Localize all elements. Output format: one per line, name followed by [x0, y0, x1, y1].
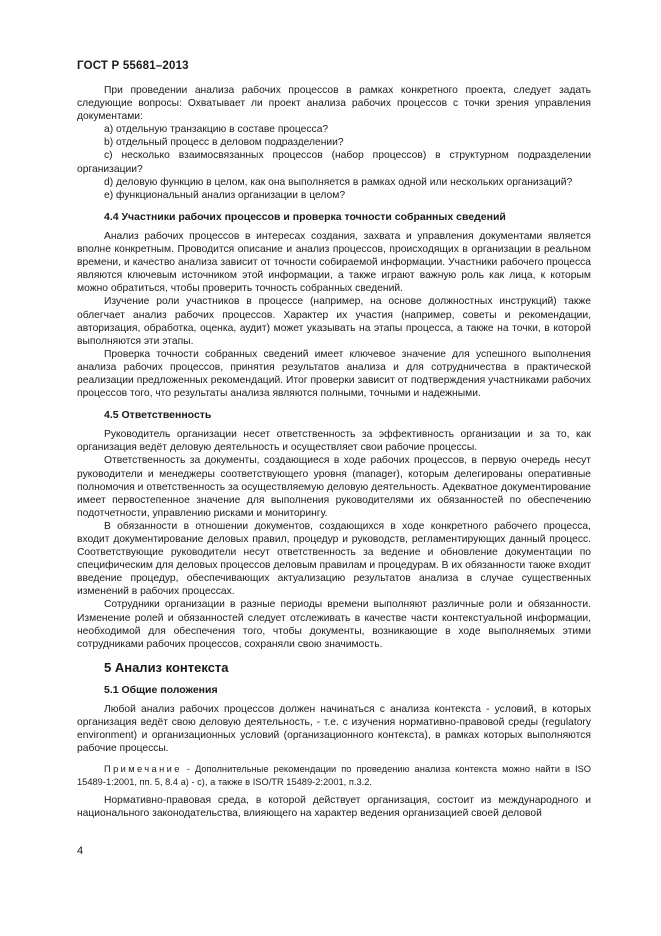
- list-item: b) отдельный процесс в деловом подразделении?: [104, 137, 344, 149]
- paragraph: Сотрудники организации в разные периоды времени выполняют различные роли и обязанности. Изменение ролей и обязанностей следует отслеживать в качестве части контекстуальной информации, необходимой для обеспечения того, чтобы документы, возникающие в ходе выполняемых этими сотрудниками рабочих процессов, сохраняли свою значимость.: [77, 599, 591, 650]
- section-heading-4-4: 4.4 Участники рабочих процессов и проверка точности собранных сведений: [104, 210, 506, 223]
- section-heading-4-5: 4.5 Ответственность: [104, 409, 212, 422]
- paragraph: Нормативно-правовая среда, в которой действует организация, состоит из международного и национального законодательства, влияющего на характер ведения организацией своей деловой: [77, 794, 591, 819]
- list-item: a) отдельную транзакцию в составе процесса?: [104, 124, 329, 136]
- note: [77, 763, 591, 787]
- page-number: 4: [77, 845, 84, 857]
- intro-paragraph: При проведении анализа рабочих процессов в рамках конкретного проекта, следует задать следующие вопросы: Охватывает ли проект анализа рабочих процессов с точки зрения управления документами:: [77, 85, 591, 123]
- paragraph: Любой анализ рабочих процессов должен начинаться с анализа контекста - условий, в которых организация ведёт свою деловую деятельность, - т.е. с изучения нормативно-правовой среды (regulatory environment) и организационных условий (организационного контекста), в рамках которых выполняются рабочие процессы.: [77, 704, 591, 755]
- paragraph: Ответственность за документы, создающиеся в ходе рабочих процессов, в первую очередь несут руководители и менеджеры соответствующего уровня (manager), которым делегированы оперативные полномочия и ответственность за осуществляемую деловую деятельность. Адекватное документирование имеет первостепенное значение для выполнения руководителями их обязанностей по обеспечению подотчетности, управлению рисками и мониторингу.: [77, 455, 591, 519]
- paragraph: Изучение роли участников в процессе (например, на основе должностных инструкций) также облегчает анализ рабочих процессов. Характер их участия (например, советы и рекомендации, авторизация, обработка, оценка, аудит) может указывать на этапы процесса, а также на точки, в которой выполняются эти этапы.: [77, 296, 591, 347]
- paragraph: Анализ рабочих процессов в интересах создания, захвата и управления документами является вполне конкретным. Проводится описание и анализ процессов, происходящих в организации в реальном времени, и качество анализа зависит от точности собираемой информации. Участники рабочего процесса являются ключевым источником этой информации, а также играют важную роль как лица, к которым можно обратиться, чтобы проверить точность собранных сведений.: [77, 230, 591, 295]
- section-heading-5: 5 Анализ контекста: [104, 659, 229, 675]
- note-label: Примечание: [104, 764, 182, 775]
- paragraph: Проверка точности собранных сведений имеет ключевое значение для успешного выполнения анализа рабочих процессов, принятия результатов анализа и для сотрудничества в практической реализации предложенных рекомендаций. Итог проверки зависит от подтверждения участниками рабочих процессов того, что результаты анализа являются полными, точными и надежными.: [77, 348, 591, 400]
- document-header: ГОСТ Р 55681–2013: [77, 60, 189, 72]
- list-item: c) несколько взаимосвязанных процессов (набор процессов) в структурном подразделении организации?: [77, 150, 591, 175]
- paragraph: Руководитель организации несет ответственность за эффективность организации и за то, как организация ведёт деловую деятельность и осуществляет свои рабочие процессы.: [77, 429, 591, 454]
- list-item: d) деловую функцию в целом, как она выполняется в рамках одной или нескольких организаций?: [104, 176, 573, 188]
- list-item: e) функциональный анализ организации в целом?: [104, 189, 346, 201]
- note-text: - Дополнительные рекомендации по проведению анализа контекста можно найти в ISO 15489-1:2001, пп. 5, 8.4 a) - c), а также в ISO/TR 15489-2:2001, п.3.2.: [77, 764, 591, 787]
- section-heading-5-1: 5.1 Общие положения: [104, 683, 218, 696]
- page-body: [77, 84, 591, 820]
- paragraph: В обязанности в отношении документов, создающихся в ходе конкретного рабочего процесса, входит документирование деловых правил, процедур и руководств, регламентирующих данный процесс. Соответствующие руководители несут ответственность за ведение и обновление документации по специфическим для деловых процессов деловым правилам и процедурам. В их обязанности также входит введение процедур, обеспечивающих актуализацию результатов анализа в случае существенных изменений в рабочих процессах.: [77, 520, 591, 598]
